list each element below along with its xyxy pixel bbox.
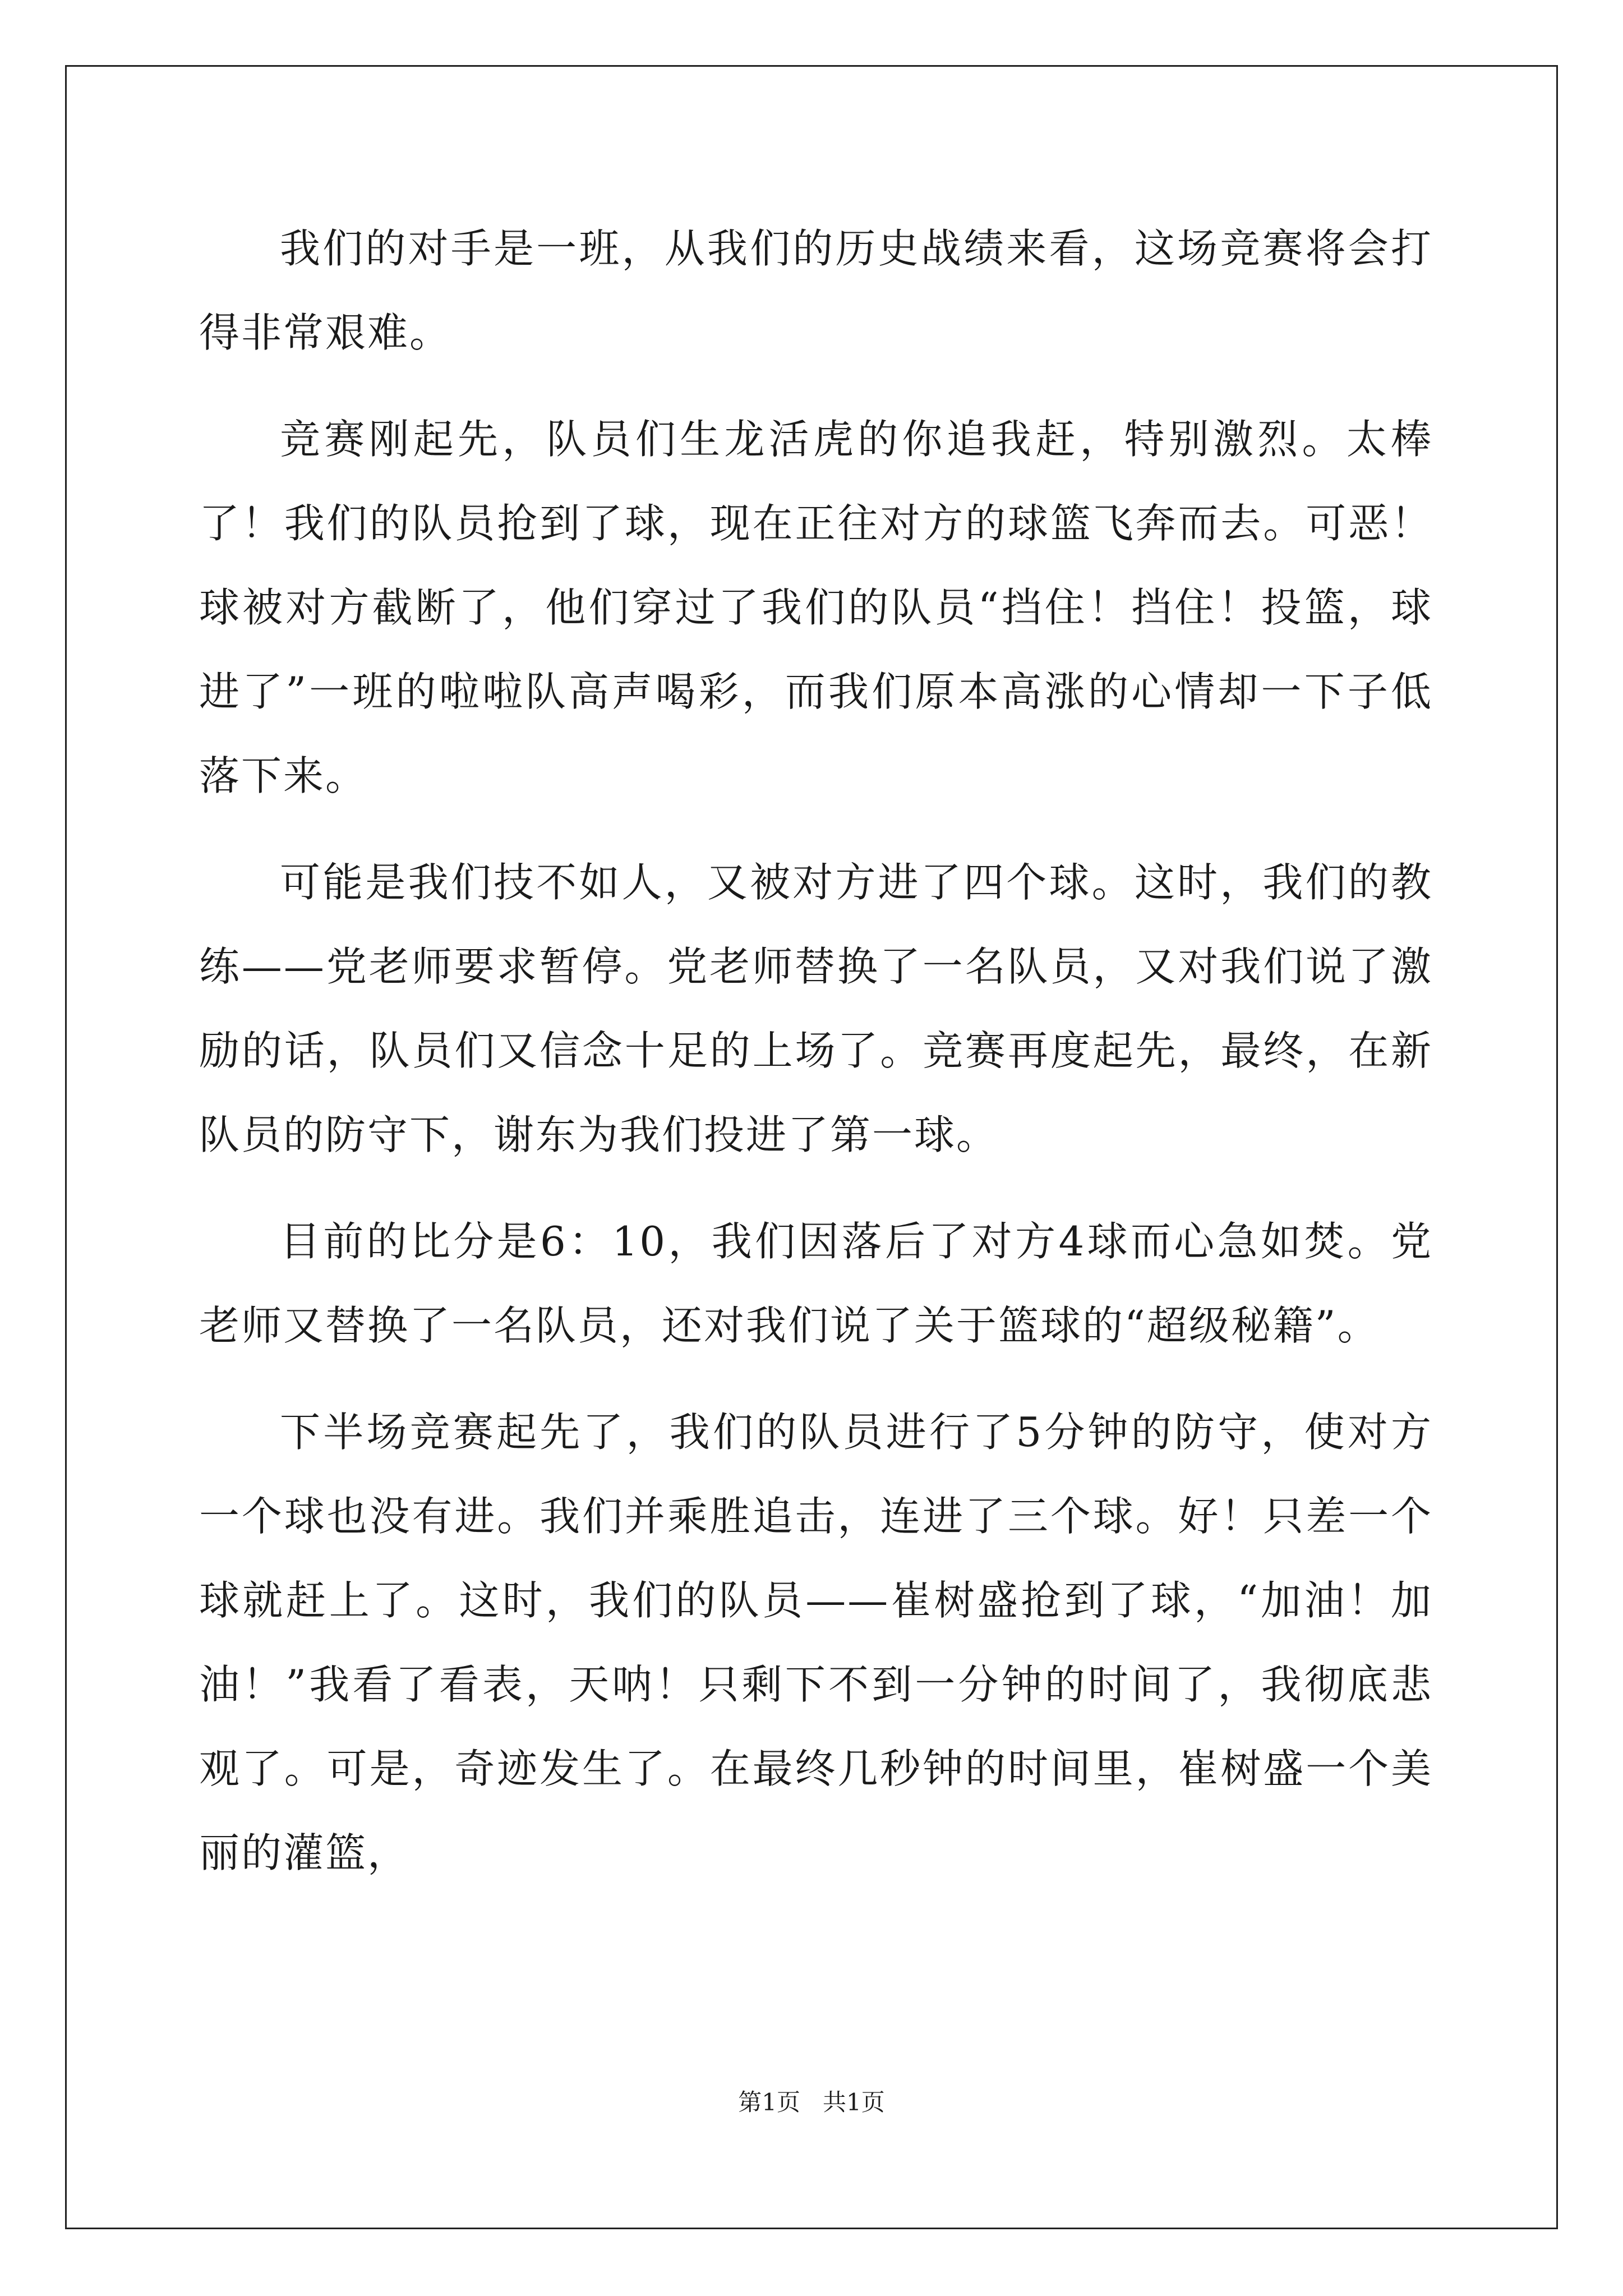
paragraph-3: 可能是我们技不如人，又被对方进了四个球。这时，我们的教练——党老师要求暂停。党老师替换了一名队员，又对我们说了激励的话，队员们又信念十足的上场了。竞赛再度起先，最终，在新队员的防守下，谢东为我们投进了第一球。	[199, 859, 1433, 1158]
paragraph-4: 目前的比分是6：10，我们因落后了对方4球而心急如焚。党老师又替换了一名队员，还对我们说了关于篮球的“超级秘籍”。	[199, 1218, 1433, 1349]
document-body	[199, 206, 1433, 1917]
paragraph-2: 竞赛刚起先，队员们生龙活虎的你追我赶，特别激烈。太棒了！我们的队员抢到了球，现在正往对方的球篮飞奔而去。可恶！球被对方截断了，他们穿过了我们的队员“挡住！挡住！投篮，球进了”一班的啦啦队高声喝彩，而我们原本高涨的心情却一下子低落下来。	[199, 416, 1433, 799]
paragraph-5: 下半场竞赛起先了，我们的队员进行了5分钟的防守，使对方一个球也没有进。我们并乘胜追击，连进了三个球。好！只差一个球就赶上了。这时，我们的队员——崔树盛抢到了球，“加油！加油！”我看了看表，天呐！只剩下不到一分钟的时间了，我彻底悲观了。可是，奇迹发生了。在最终几秒钟的时间里，崔树盛一个美丽的灌篮，	[199, 1409, 1433, 1876]
paragraph-1: 我们的对手是一班，从我们的历史战绩来看，这场竞赛将会打得非常艰难。	[199, 225, 1433, 356]
page-number: 第1页	[738, 2088, 800, 2116]
page-total: 共1页	[823, 2088, 885, 2116]
page-footer	[0, 2084, 1623, 2118]
